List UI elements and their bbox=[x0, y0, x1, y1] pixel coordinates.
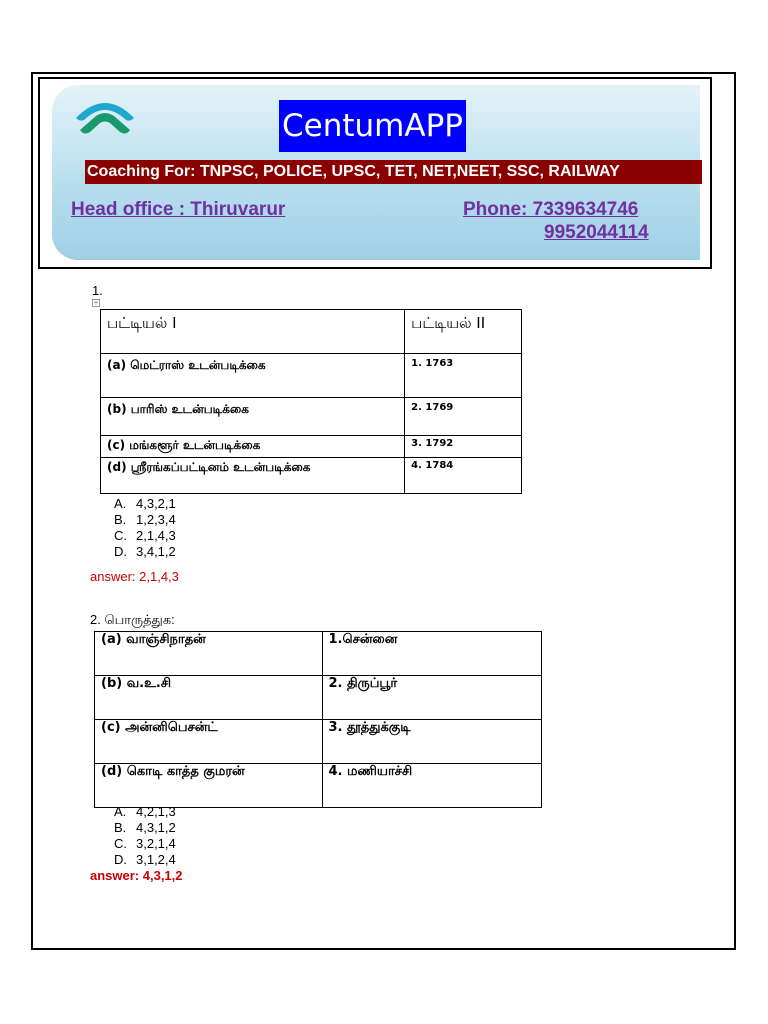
table-cell: (a) மெட்ராஸ் உடன்படிக்கை bbox=[101, 354, 405, 398]
table-header-cell: பட்டியல் I bbox=[101, 310, 405, 354]
question-2-answer: answer: 4,3,1,2 bbox=[90, 868, 183, 883]
question-2-table bbox=[94, 631, 542, 808]
table-cell: 4. மணியாச்சி bbox=[322, 764, 541, 808]
table-cell: (b) வ.உ.சி bbox=[95, 676, 323, 720]
option-a[interactable]: A. 4,2,1,3 bbox=[114, 804, 176, 819]
question-1-answer: answer: 2,1,4,3 bbox=[90, 569, 179, 584]
table-cell: 3. 1792 bbox=[405, 436, 522, 458]
question-2-options bbox=[114, 804, 176, 868]
question-1-options bbox=[114, 496, 176, 560]
table-cell: 1.சென்னை bbox=[322, 632, 541, 676]
table-row bbox=[101, 458, 522, 494]
question-1-table bbox=[100, 309, 522, 494]
question-1-number: 1. bbox=[92, 283, 103, 298]
head-office-link[interactable]: Head office : Thiruvarur bbox=[71, 199, 286, 220]
option-b[interactable]: B. 1,2,3,4 bbox=[114, 512, 176, 527]
coaching-banner: Coaching For: TNPSC, POLICE, UPSC, TET, NET,NEET, SSC, RAILWAY bbox=[85, 160, 702, 184]
table-header-cell: பட்டியல் II bbox=[405, 310, 522, 354]
question-2-number: 2. பொருத்துக: bbox=[90, 612, 175, 627]
table-header-row bbox=[101, 310, 522, 354]
option-d[interactable]: D. 3,1,2,4 bbox=[114, 852, 176, 867]
table-cell: 1. 1763 bbox=[405, 354, 522, 398]
option-a[interactable]: A. 4,3,2,1 bbox=[114, 496, 176, 511]
table-cell: (d) கொடி காத்த குமரன் bbox=[95, 764, 323, 808]
phone-link-2[interactable]: 9952044114 bbox=[544, 222, 649, 243]
option-c[interactable]: C. 3,2,1,4 bbox=[114, 836, 176, 851]
table-row bbox=[101, 354, 522, 398]
table-cell: 2. 1769 bbox=[405, 398, 522, 436]
table-move-handle-icon[interactable]: + bbox=[93, 300, 99, 307]
centum-logo-icon bbox=[72, 96, 138, 140]
table-cell: (d) ஸ்ரீரங்கப்பட்டினம் உடன்படிக்கை bbox=[101, 458, 405, 494]
table-cell: (b) பாரிஸ் உடன்படிக்கை bbox=[101, 398, 405, 436]
table-cell: 4. 1784 bbox=[405, 458, 522, 494]
table-row bbox=[101, 398, 522, 436]
table-cell: (c) அன்னிபெசன்ட் bbox=[95, 720, 323, 764]
option-d[interactable]: D. 3,4,1,2 bbox=[114, 544, 176, 559]
table-row bbox=[95, 632, 542, 676]
phone-link-1[interactable]: Phone: 7339634746 bbox=[463, 199, 639, 220]
table-row bbox=[95, 676, 542, 720]
table-row bbox=[95, 720, 542, 764]
table-cell: (a) வாஞ்சிநாதன் bbox=[95, 632, 323, 676]
table-row bbox=[101, 436, 522, 458]
table-row bbox=[95, 764, 542, 808]
table-cell: 3. தூத்துக்குடி bbox=[322, 720, 541, 764]
option-b[interactable]: B. 4,3,1,2 bbox=[114, 820, 176, 835]
table-cell: 2. திருப்பூர் bbox=[322, 676, 541, 720]
table-cell: (c) மங்களூர் உடன்படிக்கை bbox=[101, 436, 405, 458]
brand-title: CentumAPP bbox=[279, 100, 466, 152]
option-c[interactable]: C. 2,1,4,3 bbox=[114, 528, 176, 543]
